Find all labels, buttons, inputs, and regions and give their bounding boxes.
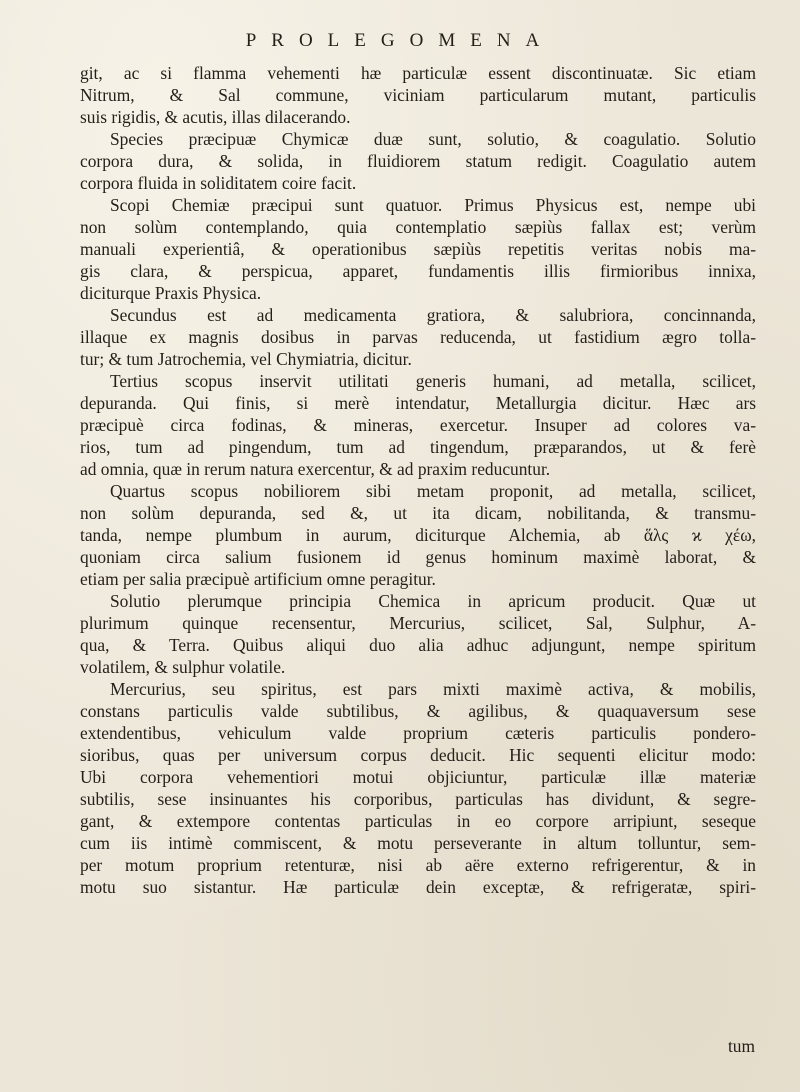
- text-line: quoniam circa salium fusionem id genus hominum maximè laborat, &: [80, 547, 756, 567]
- text-line: gis clara, & perspicua, apparet, fundamentis illis firmioribus innixa,: [80, 261, 756, 281]
- text-line: corpora dura, & solida, in fluidiorem statum redigit. Coagulatio autem: [80, 151, 756, 171]
- text-line: illaque ex magnis dosibus in parvas reducenda, ut fastidium ægro tolla-: [80, 327, 756, 347]
- catchword: tum: [727, 1036, 755, 1056]
- text-line: præcipuè circa fodinas, & mineras, exercetur. Insuper ad colores va-: [80, 415, 756, 435]
- text-line: ad omnia, quæ in rerum natura exercentur, & ad praxim reducuntur.: [80, 459, 551, 479]
- running-head: PROLEGOMENA: [245, 30, 555, 51]
- text-line: Mercurius, seu spiritus, est pars mixti maximè activa, & mobilis,: [110, 679, 756, 699]
- text-line: Quartus scopus nobiliorem sibi metam proponit, ad metalla, scilicet,: [110, 481, 756, 501]
- text-line: constans particulis valde subtilibus, & agilibus, & quaquaversum sese: [80, 701, 756, 721]
- text-line: rios, tum ad pingendum, tum ad tingendum, præparandos, ut & ferè: [80, 437, 756, 457]
- text-line: per motum proprium retenturæ, nisi ab aëre externo refrigerentur, & in: [80, 855, 756, 875]
- text-line: Species præcipuæ Chymicæ duæ sunt, solutio, & coagulatio. Solutio: [110, 129, 756, 149]
- text-line: volatilem, & sulphur volatile.: [80, 657, 286, 677]
- text-line: qua, & Terra. Quibus aliqui duo alia adhuc adjungunt, nempe spiritum: [80, 635, 756, 655]
- text-line: diciturque Praxis Physica.: [80, 283, 262, 303]
- text-line: Ubi corpora vehementiori motui objiciuntur, particulæ illæ materiæ: [80, 767, 756, 787]
- text-line: motu suo sistantur. Hæ particulæ dein exceptæ, & refrigeratæ, spiri-: [80, 877, 756, 897]
- text-line: sioribus, quas per universum corpus deducit. Hic sequenti elicitur modo:: [80, 745, 756, 765]
- text-line: Solutio plerumque principia Chemica in apricum producit. Quæ ut: [110, 591, 756, 611]
- text-line: plurimum quinque recensentur, Mercurius, scilicet, Sal, Sulphur, A-: [80, 613, 756, 633]
- text-line: non solùm depuranda, sed &, ut ita dicam, nobilitanda, & transmu-: [80, 503, 756, 523]
- text-line: Scopi Chemiæ præcipui sunt quatuor. Primus Physicus est, nempe ubi: [110, 195, 756, 215]
- text-line: etiam per salia præcipuè artificium omne peragitur.: [80, 569, 436, 589]
- text-line: extendentibus, vehiculum valde proprium cæteris particulis pondero-: [80, 723, 756, 743]
- text-line: cum iis intimè commiscent, & motu perseverante in altum tolluntur, sem-: [80, 833, 756, 853]
- body-text: [80, 62, 756, 898]
- text-line: Tertius scopus inservit utilitati generis humani, ad metalla, scilicet,: [110, 371, 756, 391]
- text-line: tur; & tum Jatrochemia, vel Chymiatria, dicitur.: [80, 349, 412, 369]
- text-line: Nitrum, & Sal commune, viciniam particularum mutant, particulis: [80, 85, 756, 105]
- text-line: tanda, nempe plumbum in aurum, diciturque Alchemia, ab ἅλς ϰ χέω,: [80, 525, 756, 545]
- text-line: subtilis, sese insinuantes his corporibus, particulas has dividunt, & segre-: [80, 789, 756, 809]
- text-line: git, ac si flamma vehementi hæ particulæ essent discontinuatæ. Sic etiam: [80, 63, 756, 83]
- text-line: Secundus est ad medicamenta gratiora, & salubriora, concinnanda,: [110, 305, 756, 325]
- text-line: suis rigidis, & acutis, illas dilacerando.: [80, 107, 351, 127]
- text-line: gant, & extempore contentas particulas in eo corpore arripiunt, seseque: [80, 811, 756, 831]
- text-line: depuranda. Qui finis, si merè intendatur, Metallurgia dicitur. Hæc ars: [80, 393, 756, 413]
- text-line: non solùm contemplando, quia contemplatio sæpiùs fallax est; verùm: [80, 217, 756, 237]
- text-line: corpora fluida in soliditatem coire facit.: [80, 173, 357, 193]
- text-line: manuali experientiâ, & operationibus sæpiùs repetitis veritas nobis ma-: [80, 239, 756, 259]
